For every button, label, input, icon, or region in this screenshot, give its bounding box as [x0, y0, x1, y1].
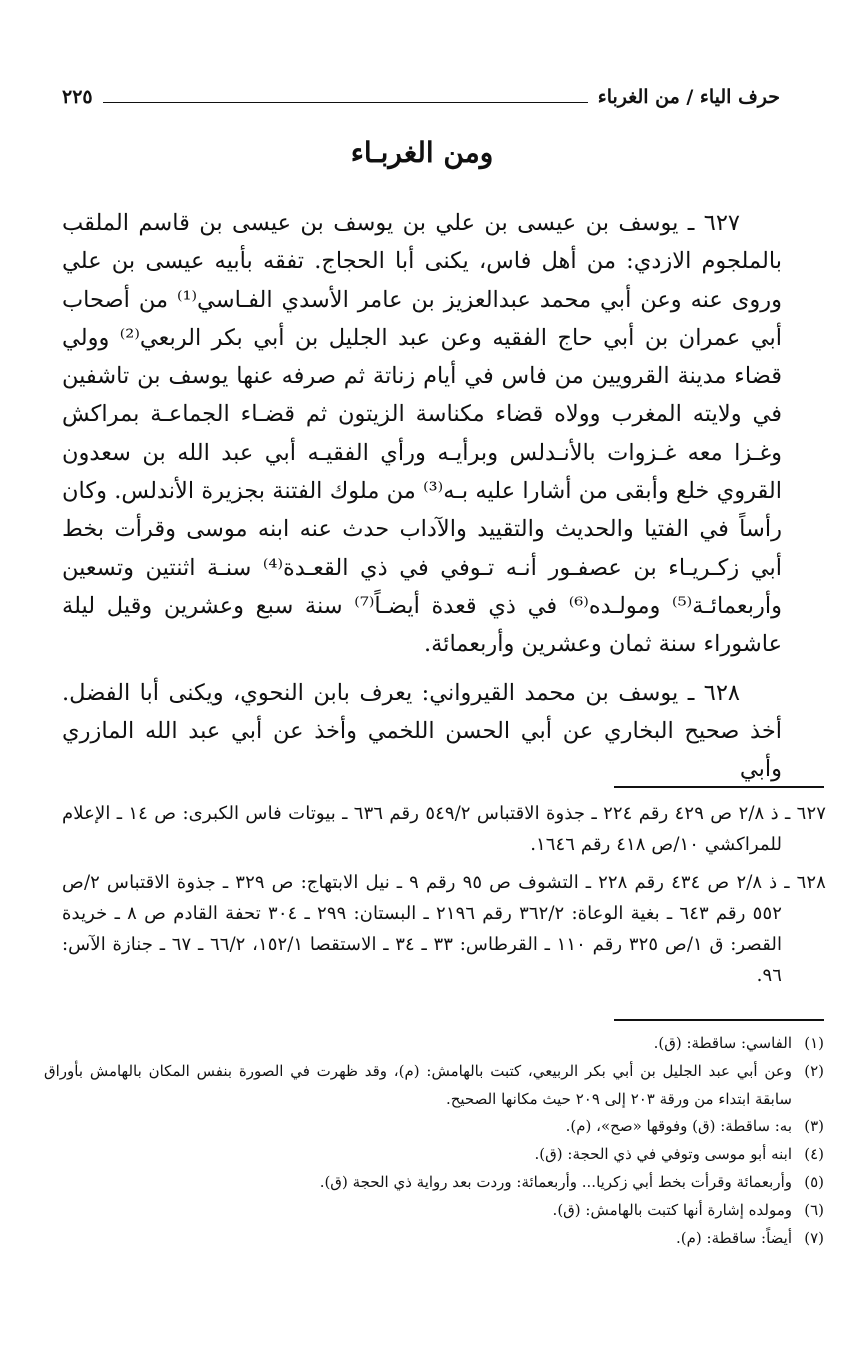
footnote-number: (٧) — [804, 1228, 824, 1247]
section-title: ومن الغربـاء — [350, 136, 494, 169]
footnote-text: به: ساقطة: (ق) وفوقها «صح»، (م). — [565, 1117, 792, 1136]
footnote-text: وعن أبي عبد الجليل بن أبي بكر الربيعي، كتبت بالهامش: (م)، وقد ظهرت في الصورة بنفس المكان بالهامش بأوراق سابقة ابتداء من ورقة ٢٠٣ إلى ٢٠٩ حيث مكانها الصحيح. — [44, 1061, 792, 1108]
footnote-number: (٦) — [804, 1200, 824, 1219]
footnote-text: وأربعمائة وقرأت بخط أبي زكريا... وأربعمائة: وردت بعد رواية ذي الحجة (ق). — [319, 1172, 792, 1191]
footnote-number: (١) — [804, 1034, 824, 1052]
source-entry-628: ٦٢٨ ـ ذ ٢/٨ ص ٤٣٤ رقم ٢٢٨ ـ التشوف ص ٩٥ رقم ٩ ـ نيل الابتهاج: ص ٣٢٩ ـ جذوة الاقتباس ٢/ص ٥٥٢ رقم ٦٤٣ ـ بغية الوعاة: ٣٦٢/٢ رقم ٢١٩٦ ـ البستان: ٢٩٩ ـ ٣٠٤ تحفة القادم ص ٨ ـ خريدة القصر: ق ١/ص ٣٢٥ رقم ١١٠ ـ القرطاس: ٣٣ ـ ٣٤ ـ الاستقصا ١٥٢/١، ٦٦/٢ ـ ٦٧ ـ جنازة الآس: ٩٦. — [62, 871, 826, 987]
footnote — [44, 1225, 824, 1253]
footnote-text: ابنه أبو موسى وتوفي في ذي الحجة: (ق). — [534, 1145, 792, 1164]
notes-separator — [614, 1019, 824, 1021]
running-title: حرف الياء / من الغرباء — [597, 86, 780, 108]
entry-627: ٦٢٧ ـ يوسف بن عيسى بن علي بن يوسف بن عيسى بن قاسم الملقب بالملجوم الازدي: من أهل فاس، يكنى أبا الحجاج. تفقه بأبيه عيسى بن علي وروى عنه وعن أبي محمد عبدالعزيز بن عامر الأسدي الفـاسي⁽¹⁾ من أصحاب أبي عمران بن أبي حاج الفقيه وعن عبد الجليل بن أبي بكر الربعي⁽²⁾ وولي قضاء مدينة القرويين من فاس في أيام زناتة ثم صرفه عنها يوسف بن تاشفين في ولايته المغرب وولاه قضاء مكناسة الزيتون ثم قضـاء الجماعـة بمراكش وغـزا معه غـزوات بالأنـدلس وبرأيـه ورأي الفقيـه أبي عبد الله بن سعدون القروي خلع وأبقى من أشارا عليه بـه⁽³⁾ من ملوك الفتنة بجزيرة الأندلس. وكان رأساً في الفتيا والحديث والتقييد والآداب حدث عنه ابنه موسى وقرأت بخط أبي زكـريـاء بن عصفـور أنـه تـوفي في ذي القعـدة⁽⁴⁾ سنـة اثنتين وتسعين وأربعمائـة⁽⁵⁾ ومولـده⁽⁶⁾ في ذي قعدة أيضـاً⁽⁷⁾ سنة سبع وعشرين وقيل ليلة عاشوراء سنة ثمان وعشرين وأربعمائة. — [62, 210, 783, 658]
footnote-text: أيضاً: ساقطة: (م). — [676, 1228, 792, 1247]
footnote — [44, 1141, 824, 1169]
page-number: ٢٢٥ — [62, 86, 93, 108]
footnote — [44, 1197, 824, 1225]
footnote — [44, 1058, 824, 1114]
running-header — [62, 82, 780, 112]
footnote — [44, 1030, 824, 1058]
footnote-number: (٣) — [804, 1117, 824, 1136]
footnotes — [44, 1030, 824, 1252]
footnote-text: ومولده إشارة أنها كتبت بالهامش: (ق). — [552, 1200, 792, 1219]
entry-628: ٦٢٨ ـ يوسف بن محمد القيرواني: يعرف بابن النحوي، ويكنى أبا الفضل. أخذ صحيح البخاري عن أبي الحسن اللخمي وأخذ عن أبي عبد الله المازري وأبي — [62, 679, 782, 783]
footnote-number: (٥) — [804, 1172, 824, 1191]
footnote-number: (٢) — [804, 1061, 824, 1080]
footnote — [44, 1169, 824, 1197]
header-rule — [103, 102, 588, 103]
sources-block — [62, 798, 826, 992]
footnote-text: الفاسي: ساقطة: (ق). — [653, 1034, 792, 1052]
footnote — [44, 1113, 824, 1141]
main-text — [62, 204, 782, 788]
footnote-number: (٤) — [804, 1145, 824, 1164]
sources-separator — [614, 786, 824, 788]
source-entry-627: ٦٢٧ ـ ذ ٢/٨ ص ٤٢٩ رقم ٢٢٤ ـ جذوة الاقتباس ٥٤٩/٢ رقم ٦٣٦ ـ بيوتات فاس الكبرى: ص ١٤ ـ الإعلام للمراكشي ١٠/ص ٤١٨ رقم ١٦٤٦. — [62, 803, 826, 856]
